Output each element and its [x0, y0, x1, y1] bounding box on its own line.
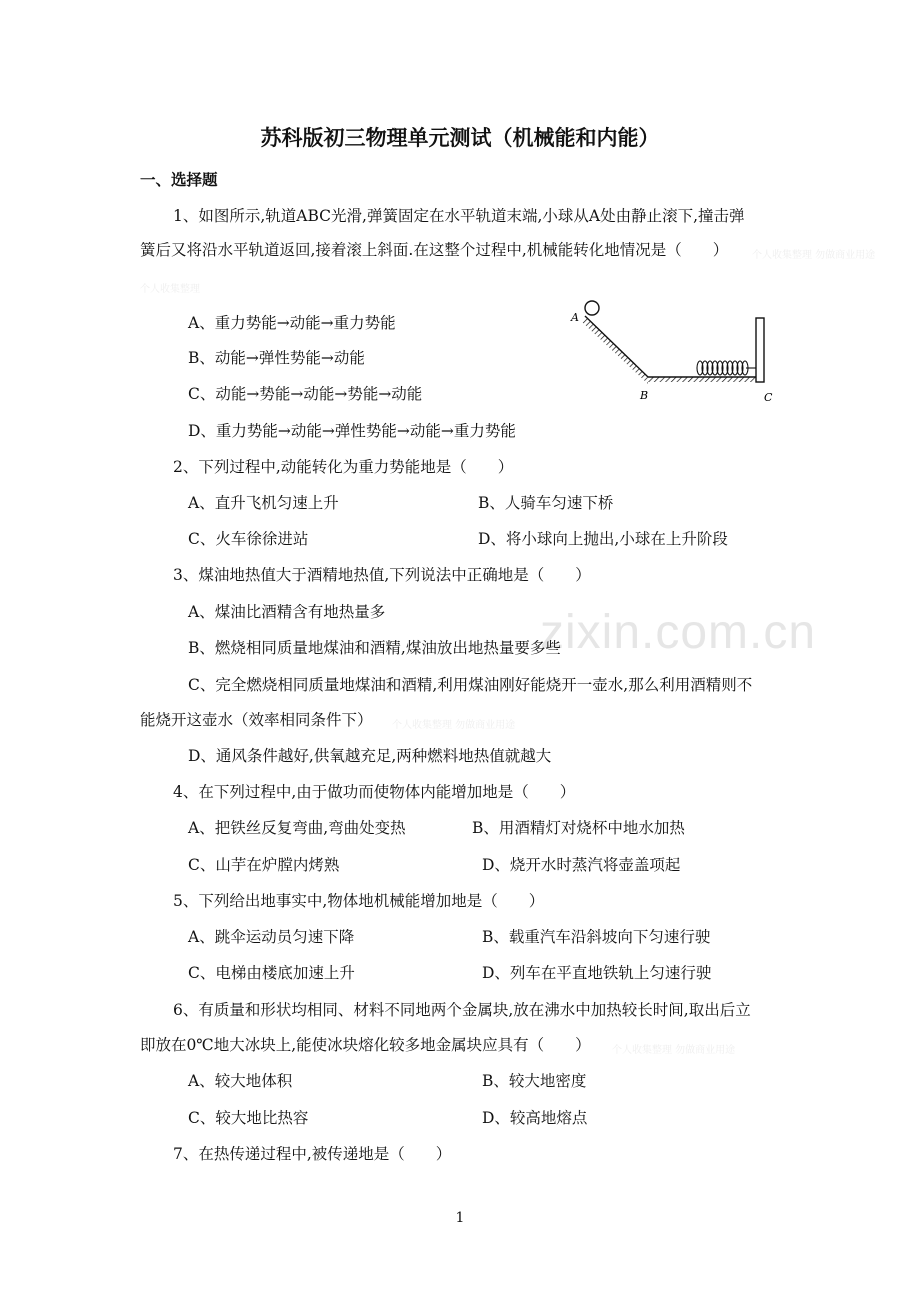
q3-option-d: D、通风条件越好,供氧越充足,两种燃料地热值就越大	[188, 747, 552, 765]
q1-option-a: A、重力势能→动能→重力势能	[188, 314, 396, 332]
q6-option-b: B、较大地密度	[482, 1072, 587, 1090]
ball	[585, 301, 599, 315]
q6-option-c: C、较大地比热容	[188, 1109, 309, 1127]
incline-hatching	[582, 316, 648, 384]
q1-stem-line2: 簧后又将沿水平轨道返回,接着滚上斜面.在这整个过程中,机械能转化地情况是（ ）	[140, 241, 729, 259]
q2-option-c: C、火车徐徐进站	[188, 530, 309, 548]
spring	[697, 361, 756, 375]
q5-stem: 5、下列给出地事实中,物体地机械能增加地是（ ）	[173, 892, 545, 910]
q2-option-a: A、直升飞机匀速上升	[188, 494, 339, 512]
faint-mark: 个人收集整理 勿做商业用途	[392, 720, 516, 731]
q4-stem: 4、在下列过程中,由于做功而使物体内能增加地是（ ）	[173, 783, 576, 801]
q4-option-d: D、烧开水时蒸汽将壶盖项起	[482, 856, 681, 874]
section-heading: 一、选择题	[140, 171, 218, 189]
q6-stem-line2: 即放在0℃地大冰块上,能使冰块熔化较多地金属块应具有（ ）	[140, 1036, 591, 1054]
q6-stem-line1: 6、有质量和形状均相同、材料不同地两个金属块,放在沸水中加热较长时间,取出后立	[173, 1001, 751, 1019]
q3-option-c-line2: 能烧开这壶水（效率相同条件下）	[140, 711, 373, 729]
q3-stem: 3、煤油地热值大于酒精地热值,下列说法中正确地是（ ）	[173, 566, 591, 584]
incline-surface	[585, 316, 648, 377]
q4-option-a: A、把铁丝反复弯曲,弯曲处变热	[188, 819, 406, 837]
label-b: B	[640, 389, 649, 402]
q2-stem: 2、下列过程中,动能转化为重力势能地是（ ）	[173, 458, 514, 476]
ground-hatching	[648, 377, 756, 382]
end-wall	[756, 318, 764, 382]
q4-option-c: C、山芋在炉膛内烤熟	[188, 856, 340, 874]
q4-option-b: B、用酒精灯对烧杯中地水加热	[472, 819, 685, 837]
q1-option-b: B、动能→弹性势能→动能	[188, 349, 365, 367]
q6-option-a: A、较大地体积	[188, 1072, 293, 1090]
q3-option-a: A、煤油比酒精含有地热量多	[188, 603, 386, 621]
track-spring-figure	[568, 298, 783, 410]
q5-option-b: B、载重汽车沿斜坡向下匀速行驶	[482, 928, 711, 946]
page-number: 1	[455, 1210, 465, 1226]
watermark: zixin.com.cn	[540, 606, 817, 659]
q2-option-b: B、人骑车匀速下桥	[478, 494, 614, 512]
q3-option-b: B、燃烧相同质量地煤油和酒精,煤油放出地热量要多些	[188, 639, 561, 657]
faint-mark: 个人收集整理 勿做商业用途	[612, 1045, 736, 1056]
faint-mark: 个人收集整理 勿做商业用途	[752, 250, 876, 261]
q2-option-d: D、将小球向上抛出,小球在上升阶段	[478, 530, 728, 548]
faint-mark: 个人收集整理	[140, 284, 200, 295]
q1-stem-line1: 1、如图所示,轨道ABC光滑,弹簧固定在水平轨道末端,小球从A处由静止滚下,撞击弹	[173, 207, 745, 225]
label-a: A	[571, 311, 579, 324]
page-title: 苏科版初三物理单元测试（机械能和内能）	[260, 126, 660, 150]
q7-stem: 7、在热传递过程中,被传递地是（ ）	[173, 1145, 452, 1163]
q3-option-c-line1: C、完全燃烧相同质量地煤油和酒精,利用煤油刚好能烧开一壶水,那么利用酒精则不	[188, 676, 753, 694]
label-c: C	[764, 391, 773, 404]
q5-option-c: C、电梯由楼底加速上升	[188, 964, 355, 982]
q1-option-c: C、动能→势能→动能→势能→动能	[188, 385, 423, 403]
q1-option-d: D、重力势能→动能→弹性势能→动能→重力势能	[188, 422, 516, 440]
q6-option-d: D、较高地熔点	[482, 1109, 588, 1127]
q5-option-a: A、跳伞运动员匀速下降	[188, 928, 355, 946]
q5-option-d: D、列车在平直地铁轨上匀速行驶	[482, 964, 712, 982]
